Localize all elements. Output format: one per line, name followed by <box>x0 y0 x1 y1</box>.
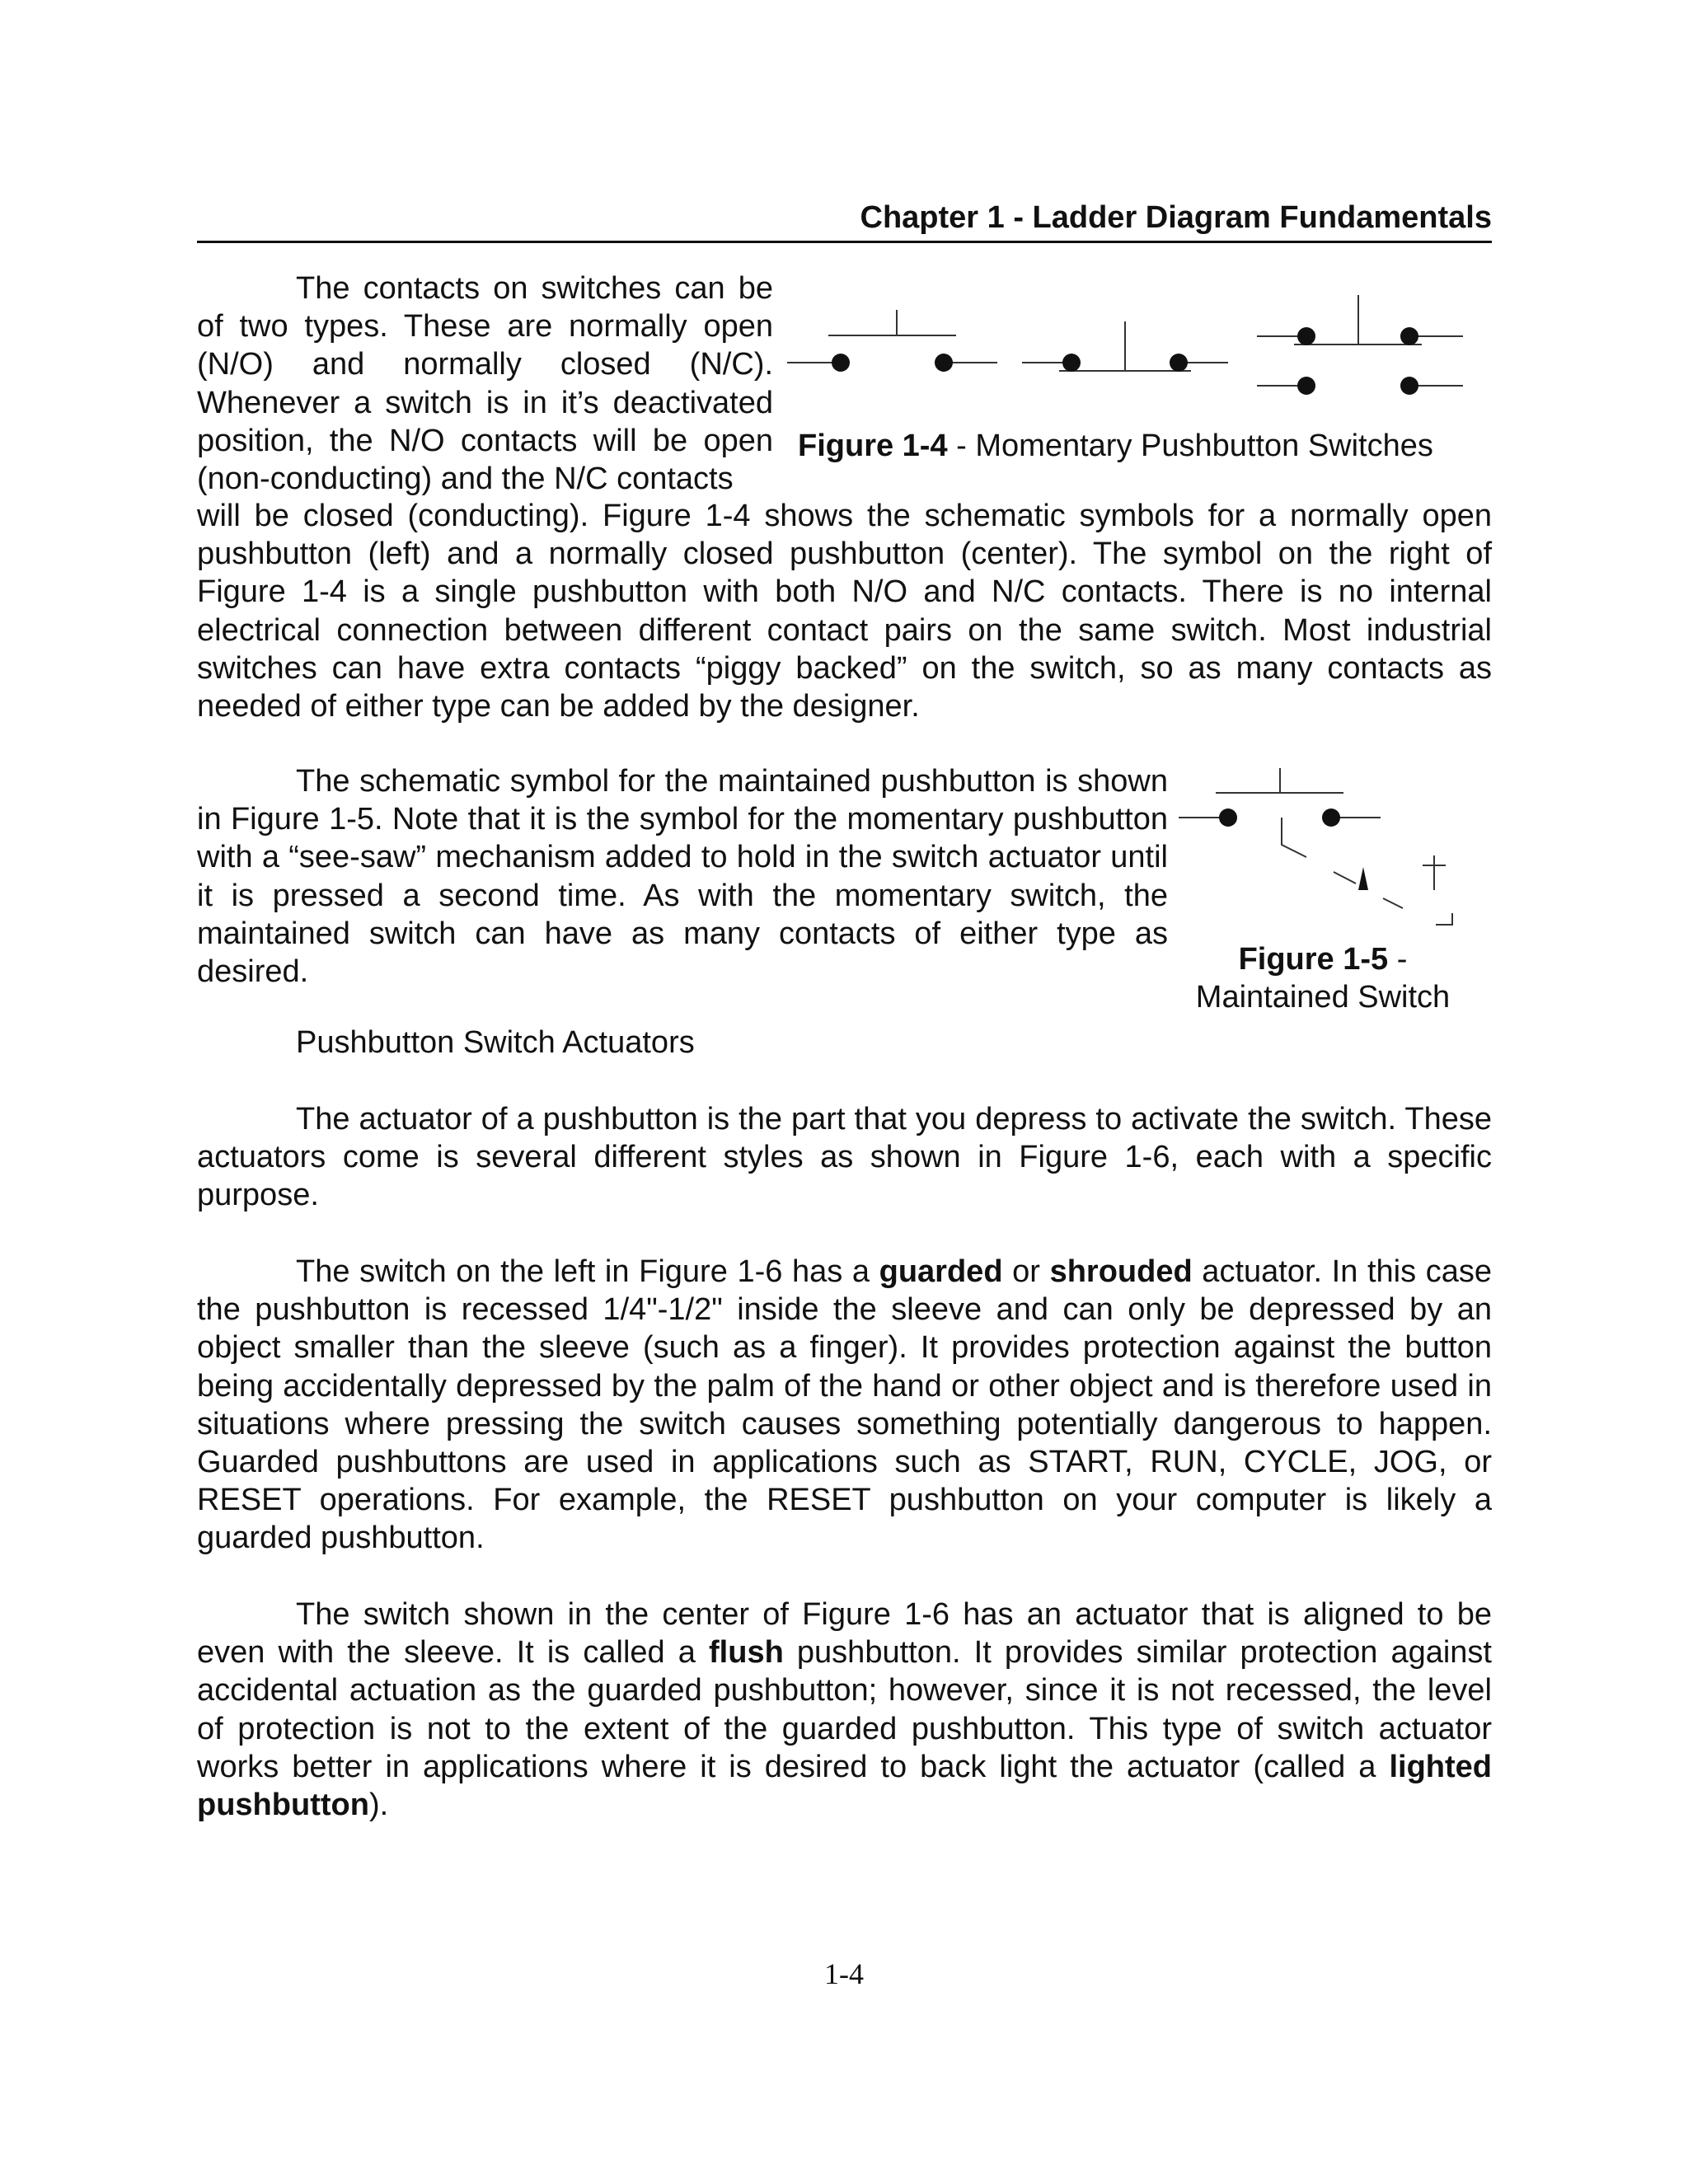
chapter-title: Chapter 1 - Ladder Diagram Fundamentals <box>860 200 1492 235</box>
no-contact-left <box>832 354 850 372</box>
maintained-contact-right <box>1322 808 1340 827</box>
nc-contact-left <box>1062 354 1081 372</box>
text-run: The switch shown in the center of Figure 1-6 has an actuator that is aligned to be even with the sleeve. It is called a <box>197 1597 1492 1671</box>
no-contact-right <box>935 354 953 372</box>
figure-1-5-caption-title <box>1187 940 1459 978</box>
figure-1-4-caption-text: Momentary Pushbutton Switches <box>975 429 1433 463</box>
figure-1-4-diagram <box>787 288 1463 412</box>
figure-1-4-caption <box>798 427 1433 465</box>
figure-1-5-caption-text: Maintained Switch <box>1195 980 1451 1015</box>
see-saw-pivot <box>1358 867 1368 890</box>
paragraph-guarded-actuator <box>197 1253 1492 1558</box>
no-lower-contact-left <box>1297 377 1315 395</box>
maintained-contact-left <box>1219 808 1237 827</box>
figure-1-5-label: Figure 1-5 <box>1238 942 1389 977</box>
text-run: or <box>1002 1254 1050 1289</box>
nc-upper-contact-right <box>1400 327 1418 345</box>
text-run: The switch on the left in Figure 1-6 has a <box>296 1254 879 1289</box>
paragraph-flush-actuator <box>197 1596 1492 1824</box>
figure-1-5-diagram <box>1179 766 1475 940</box>
figure-1-5-separator: - <box>1388 942 1408 977</box>
paragraph-contact-types-continued: will be closed (conducting). Figure 1-4 shows the schematic symbols for a normally open pushbutton (left) and a normally closed pushbutton (center). The symbol on the right of Figure 1-4 is a single pushbutton with both N/O and N/C contacts. There is no internal electrical connection between different contact pairs on the same switch. Most industrial switches can have extra contacts “piggy backed” on the switch, so as many contacts as needed of either type can be added by the designer. <box>197 499 1492 724</box>
term-shrouded: shrouded <box>1049 1254 1193 1289</box>
text-run: ). <box>368 1788 389 1823</box>
text-run: actuator. In this case the pushbutton is recessed 1/4"-1/2" inside the sleeve and can only be depressed by an object smaller than the sleeve (such as a finger). It provides protection against the button being accidentally depressed by the palm of the hand or other object and is therefore used in situations where pressing the switch causes something potentially dangerous to happen. Guarded pushbuttons are used in applications such as START, RUN, CYCLE, JOG, or RESET operations. For example, the RESET pushbutton on your computer is likely a guarded pushbutton. <box>197 1254 1493 1556</box>
section-heading: Pushbutton Switch Actuators <box>296 1025 695 1060</box>
paragraph-actuator-definition: The actuator of a pushbutton is the part that you depress to activate the switch. These actuators come is several different styles as shown in Figure 1-6, each with a specific purpose. <box>197 1102 1492 1213</box>
term-flush: flush <box>709 1635 784 1671</box>
term-lighted-pushbutton: lighted pushbutton <box>197 1749 1492 1823</box>
term-guarded: guarded <box>879 1254 1003 1289</box>
nc-pushbutton-symbol <box>1022 321 1228 371</box>
no-lower-contact-right <box>1400 377 1418 395</box>
nc-contact-right <box>1170 354 1188 372</box>
no-nc-pushbutton-symbol <box>1257 295 1463 386</box>
page-number: 1-4 <box>824 1957 864 1990</box>
paragraph-contact-types-intro: The contacts on switches can be of two types. These are normally open (N/O) and normally closed (N/C). Whenever a switch is in it’s deactivated position, the N/O contacts will be open (non-conducting) and the N/C contacts <box>197 271 773 497</box>
nc-upper-contact-left <box>1297 327 1315 345</box>
chapter-header <box>197 198 1492 243</box>
text-run: pushbutton. It provides similar protection against accidental actuation as the guarded pushbutton; however, since it is not recessed, the level of protection is not to the extent of the guarded pushbutton. This type of switch actuator works better in applications where it is desired to back light the actuator (called a <box>197 1635 1492 1784</box>
figure-1-4-separator: - <box>947 429 976 463</box>
figure-1-4-label: Figure 1-4 <box>798 429 948 463</box>
no-pushbutton-symbol <box>787 310 997 363</box>
paragraph-maintained-pushbutton: The schematic symbol for the maintained pushbutton is shown in Figure 1-5. Note that it is the symbol for the momentary pushbutton with a “see-saw” mechanism added to hold in the switch actuator until it is pressed a second time. As with the momentary switch, the maintained switch can have as many contacts of either type as desired. <box>197 764 1168 990</box>
